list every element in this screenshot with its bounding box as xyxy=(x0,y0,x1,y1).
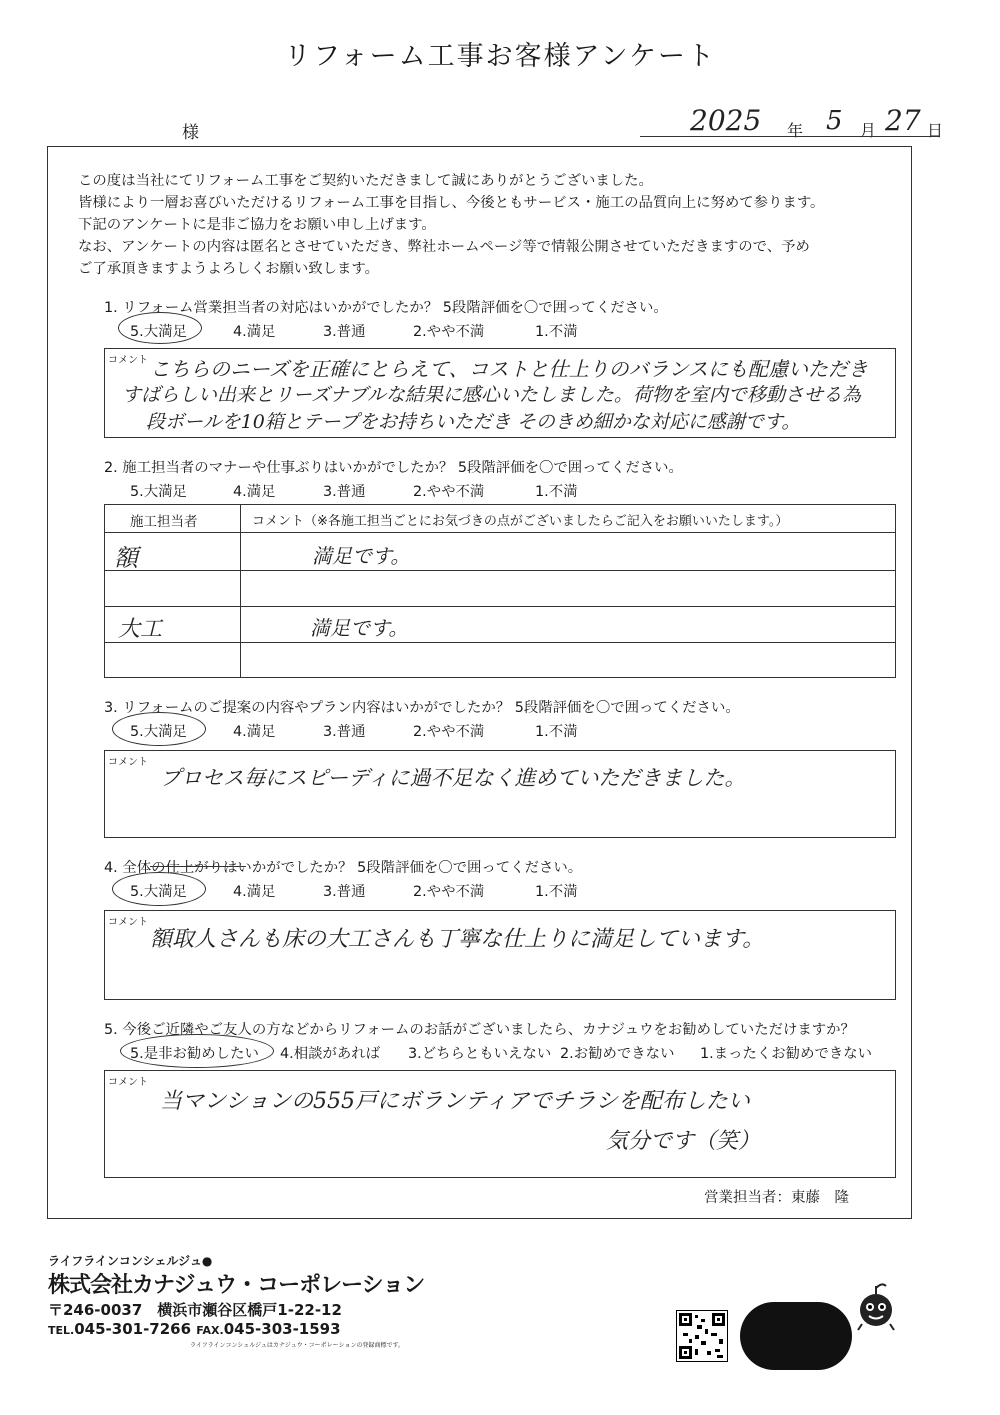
q5-option-1[interactable]: 1.まったくお勧めできない xyxy=(700,1046,873,1062)
footer-address: 〒246-0037 横浜市瀬谷区橋戸1-22-12 xyxy=(48,1301,342,1319)
q2-option-4[interactable]: 4.満足 xyxy=(233,484,276,500)
q5-option-5[interactable]: 5.是非お勧めしたい xyxy=(130,1046,259,1062)
date-day: 27 xyxy=(885,104,921,137)
qr-code-icon[interactable] xyxy=(676,1310,728,1362)
footer-tagline: ライフラインコンシェルジュ● xyxy=(48,1254,213,1268)
q5-comment-line: 気分です（笑） xyxy=(606,1129,761,1154)
q2-options xyxy=(130,480,730,500)
q2-option-1[interactable]: 1.不満 xyxy=(535,484,578,500)
footer-fax: 045-303-1593 xyxy=(223,1320,341,1338)
q3-option-4[interactable]: 4.満足 xyxy=(233,724,276,740)
q1-option-4[interactable]: 4.満足 xyxy=(233,324,276,340)
q4-selected-circle xyxy=(112,872,206,906)
q3-selected-circle xyxy=(112,712,206,746)
q4-question: 4. 全体の仕上がりはいかがでしたか？ 5段階評価を〇で囲ってください。 xyxy=(104,860,583,876)
q1-option-2[interactable]: 2.やや不満 xyxy=(413,324,485,340)
date-underline xyxy=(640,136,940,137)
customer-salutation: 様 xyxy=(182,123,199,143)
intro-line: ご了承頂きますようよろしくお願い致します。 xyxy=(78,261,380,277)
q4-comment-label: コメント xyxy=(108,917,148,928)
footer-note: ライフラインコンシェルジュはカナジュウ・コーポレーションの登録商標です。 xyxy=(190,1342,404,1349)
page-title: リフォーム工事お客様アンケート xyxy=(283,41,717,72)
footer-tel: 045-301-7266 xyxy=(74,1320,192,1338)
intro-line: なお、アンケートの内容は匿名とさせていただき、弊社ホームページ等で情報公開させていただきますので、予め xyxy=(78,239,810,255)
q4-option-5[interactable]: 5.大満足 xyxy=(130,884,187,900)
q4-option-1[interactable]: 1.不満 xyxy=(535,884,578,900)
q3-option-1[interactable]: 1.不満 xyxy=(535,724,578,740)
q3-options xyxy=(130,720,730,740)
q1-question: 1. リフォーム営業担当者の対応はいかがでしたか？ 5段階評価を〇で囲ってください。 xyxy=(104,300,668,316)
q3-question: 3. リフォームのご提案の内容やプラン内容はいかがでしたか？ 5段階評価を〇で囲ってください。 xyxy=(104,700,740,716)
q2-option-3[interactable]: 3.普通 xyxy=(323,484,366,500)
q1-comment-line: すばらしい出来とリーズナブルな結果に感心いたしました。荷物を室内で移動させる為 xyxy=(122,384,861,406)
sales-rep: 営業担当者：東藤 隆 xyxy=(704,1190,849,1206)
q4-option-2[interactable]: 2.やや不満 xyxy=(413,884,485,900)
q2-option-5[interactable]: 5.大満足 xyxy=(130,484,187,500)
q2-table-rule xyxy=(104,570,896,571)
footer-tel-fax xyxy=(48,1320,341,1338)
footer-fax-label: FAX. xyxy=(196,1324,224,1337)
footer-tel-label: TEL. xyxy=(48,1324,75,1337)
q5-option-3[interactable]: 3.どちらともいえない xyxy=(408,1046,552,1062)
q4-comment-line: 額取人さんも床の大工さんも丁寧な仕上りに満足しています。 xyxy=(150,927,765,952)
date-month: 5 xyxy=(826,106,843,136)
q1-option-1[interactable]: 1.不満 xyxy=(535,324,578,340)
q5-option-4[interactable]: 4.相談があれば xyxy=(280,1046,381,1062)
q2-table-rule xyxy=(104,642,896,643)
q3-comment-line: プロセス毎にスピーディに過不足なく進めていただきました。 xyxy=(160,766,746,790)
q1-options xyxy=(130,320,730,340)
q2-row-comment: 満足です。 xyxy=(310,616,409,640)
intro-text xyxy=(78,170,898,280)
q2-row-staff: 大工 xyxy=(118,617,163,642)
q5-comment-line: 当マンションの555戸にボランティアでチラシを配布したい xyxy=(160,1089,750,1114)
q2-staff-table xyxy=(104,504,896,678)
q1-comment-line: 段ボールを10箱とテープをお持ちいただき そのきめ細かな対応に感謝です。 xyxy=(146,411,801,433)
intro-line: 下記のアンケートに是非ご協力をお願い申し上げます。 xyxy=(78,217,436,233)
q1-comment-label: コメント xyxy=(108,355,148,366)
q4-options xyxy=(130,880,730,900)
mascot-icon xyxy=(854,1280,898,1341)
q1-option-3[interactable]: 3.普通 xyxy=(323,324,366,340)
q2-question: 2. 施工担当者のマナーや仕事ぶりはいかがでしたか？ 5段階評価を〇で囲ってください。 xyxy=(104,460,683,476)
q2-table-divider xyxy=(240,504,241,678)
q4-option-4[interactable]: 4.満足 xyxy=(233,884,276,900)
q5-comment-label: コメント xyxy=(108,1077,148,1088)
q5-option-2[interactable]: 2.お勧めできない xyxy=(560,1046,675,1062)
q4-option-3[interactable]: 3.普通 xyxy=(323,884,366,900)
q2-col-staff: 施工担当者 xyxy=(130,514,198,530)
date-day-label: 日 xyxy=(927,121,944,140)
date-year: 2025 xyxy=(690,104,762,137)
intro-line: 皆様により一層お喜びいただけるリフォーム工事を目指し、今後ともサービス・施工の品質向上に努めて参ります。 xyxy=(78,195,825,211)
q2-row-comment: 満足です。 xyxy=(312,544,411,568)
q3-option-3[interactable]: 3.普通 xyxy=(323,724,366,740)
q1-comment-line: こちらのニーズを正確にとらえて、コストと仕上りのバランスにも配慮いただき xyxy=(150,357,868,381)
q1-option-5[interactable]: 5.大満足 xyxy=(130,324,187,340)
speech-bubble-graphic xyxy=(740,1302,852,1370)
q4-strikethrough xyxy=(150,866,246,867)
q2-option-2[interactable]: 2.やや不満 xyxy=(413,484,485,500)
q3-comment-label: コメント xyxy=(108,757,148,768)
q2-table-rule xyxy=(104,532,896,533)
footer-company: 株式会社カナジュウ・コーポレーション xyxy=(48,1273,425,1298)
q1-selected-circle xyxy=(118,312,202,344)
q2-table-rule xyxy=(104,606,896,607)
q3-option-2[interactable]: 2.やや不満 xyxy=(413,724,485,740)
q2-row-staff: 額 xyxy=(114,544,138,572)
date-month-label: 月 xyxy=(860,121,877,140)
q3-option-5[interactable]: 5.大満足 xyxy=(130,724,187,740)
q2-col-comment: コメント（※各施工担当ごとにお気づきの点がございましたらご記入をお願いいたします。） xyxy=(252,514,789,529)
date-year-label: 年 xyxy=(787,121,804,140)
q5-question: 5. 今後ご近隣やご友人の方などからリフォームのお話がございましたら、カナジュウをお勧めしていただけますか？ xyxy=(104,1022,855,1038)
q5-selected-circle xyxy=(120,1034,274,1068)
intro-line: この度は当社にてリフォーム工事をご契約いただきまして誠にありがとうございました。 xyxy=(78,173,653,189)
